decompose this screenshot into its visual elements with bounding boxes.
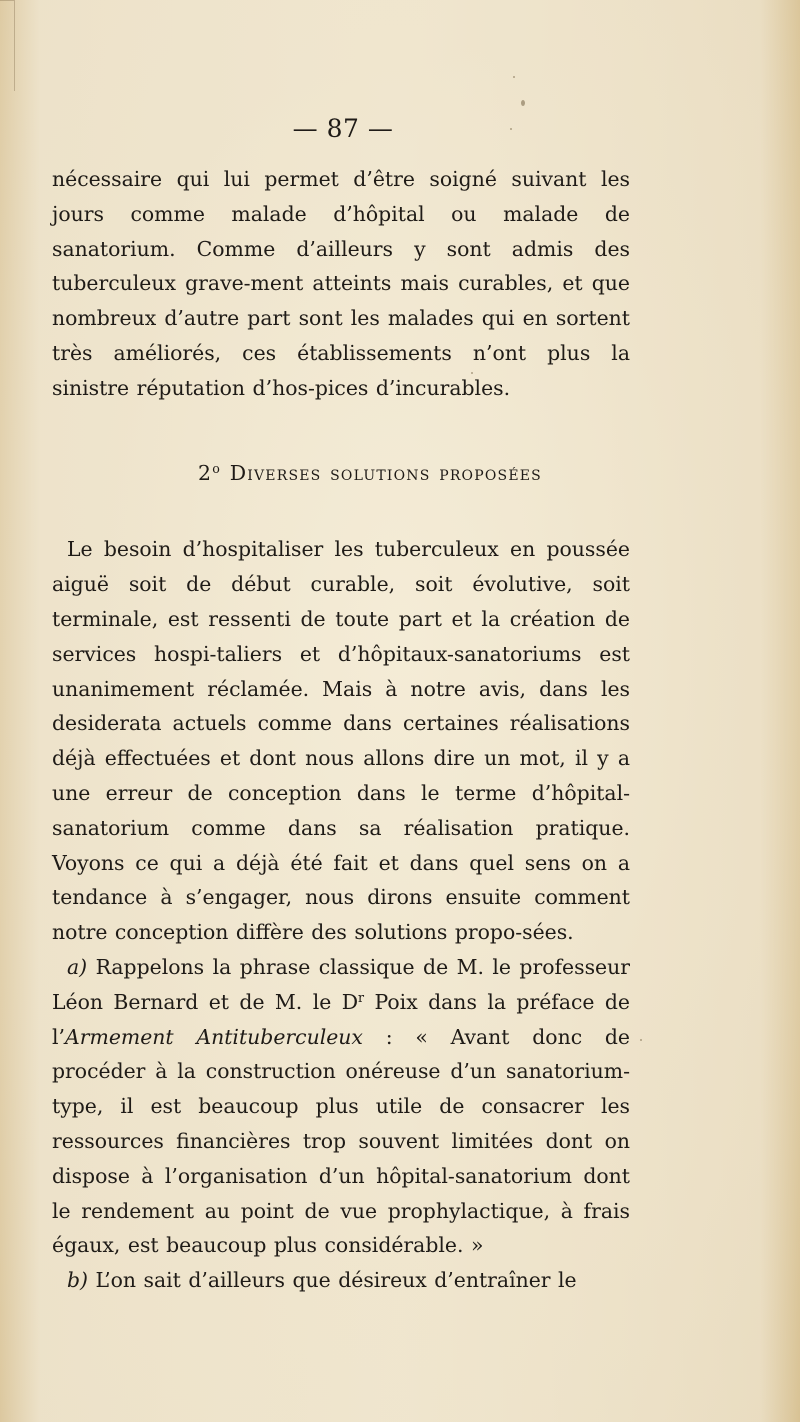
paper-speck: [640, 1039, 642, 1041]
list-marker-b: b): [67, 1268, 89, 1293]
paper-speck: [521, 100, 525, 106]
paragraph-a-text-3: : « Avant donc de procéder à la construction onéreuse d’un sanatorium-type, il est beaucoup plus utile de consacrer les ressources financières trop souvent limitées dont on dispose à l’organisation d’un hôpital-sanatorium dont le rendement au point de vue prophylactique, à frais égaux, est beaucoup plus considérable. »: [52, 1024, 630, 1258]
paragraph-besoin: Le besoin d’hospitaliser les tuberculeux en poussée aiguë soit de début curable, soit évolutive, soit terminale, est ressenti de toute part et la création de services hospi-taliers et d’hôpitaux-sanatoriums est unanimement réclamée. Mais à notre avis, dans les desiderata actuels comme dans certaines réalisations déjà effectuées et dont nous allons dire un mot, il y a une erreur de conception dans le terme d’hôpital-sanatorium comme dans sa réalisation pratique. Voyons ce qui a déjà été fait et dans quel sens on a tendance à s’engager, nous dirons ensuite comment notre conception diffère des solutions propo-sées.: [52, 537, 630, 945]
page-number: — 87 —: [292, 114, 394, 143]
section-number-ordinal: o: [212, 460, 221, 476]
paragraph-a-text-1: Rappelons la phrase classique de M. le professeur Léon Bernard et de M. le D: [52, 954, 630, 1014]
page-edge-fold: [0, 0, 15, 91]
paragraph-b-text: L’on sait d’ailleurs que désireux d’entraîner le: [88, 1268, 577, 1293]
section-title-initial: D: [229, 460, 248, 485]
section-heading: [52, 456, 630, 491]
section-title: iverses solutions proposées: [247, 460, 542, 485]
list-marker-a: a): [67, 954, 88, 979]
doctor-abbrev-sup: r: [358, 989, 365, 1005]
paragraph-a-text-2: Poix dans la préface de l’: [52, 989, 630, 1049]
paragraph-b: [52, 1263, 630, 1298]
book-title: Armement Antituberculeux: [65, 1024, 363, 1049]
paragraph-continuation: nécessaire qui lui permet d’être soigné suivant les jours comme malade d’hôpital ou malade de sanatorium. Comme d’ailleurs y sont admis des tuberculeux grave-ment atteints mais curables, et que nombreux d’autre part sont les malades qui en sortent très améliorés, ces établissements n’ont plus la sinistre réputation d’hos-pices d’incurables.: [52, 167, 630, 400]
paragraph-a: [52, 950, 630, 1263]
paper-speck: [513, 76, 515, 78]
body-text: [52, 162, 630, 1298]
section-number: 2: [198, 460, 213, 485]
